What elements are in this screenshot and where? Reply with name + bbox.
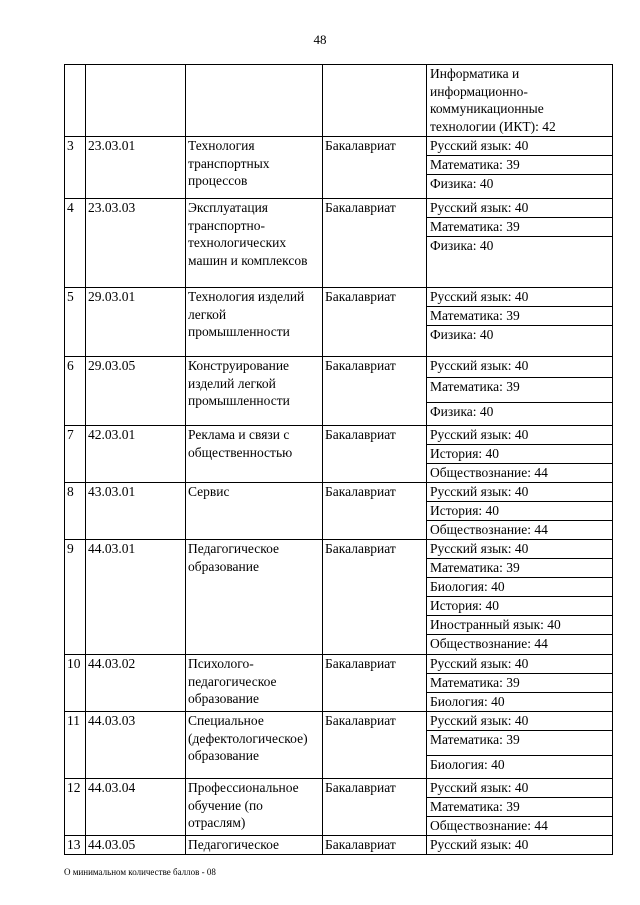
subject-score: Русский язык: 40 (430, 780, 529, 795)
subject-scores (427, 199, 613, 288)
subject-score: Русский язык: 40 (430, 837, 529, 852)
program-code: 44.03.03 (86, 712, 186, 779)
subject-score: Информатика и информационно-коммуникационные технологии (ИКТ): 42 (430, 66, 556, 134)
subject-scores (427, 357, 613, 426)
subject-score: Математика: 39 (427, 217, 612, 236)
subject-score: История: 40 (427, 444, 612, 463)
program-name: Технология транспортных процессов (186, 137, 323, 199)
subject-scores (427, 65, 613, 137)
education-level: Бакалавриат (323, 137, 427, 199)
table-row (65, 65, 613, 137)
education-level: Бакалавриат (323, 836, 427, 855)
table-row (65, 199, 613, 288)
program-name: Педагогическое образование (186, 540, 323, 655)
table-row (65, 357, 613, 426)
table-row (65, 426, 613, 483)
footer-note: О минимальном количестве баллов - 08 (64, 867, 216, 877)
program-code: 42.03.01 (86, 426, 186, 483)
subject-scores (427, 712, 613, 779)
program-code: 44.03.02 (86, 655, 186, 712)
education-level: Бакалавриат (323, 779, 427, 836)
subject-score: Математика: 39 (427, 797, 612, 816)
program-name: Эксплуатация транспортно-технологических машин и комплексов (186, 199, 323, 288)
subject-score: Русский язык: 40 (430, 541, 529, 556)
program-name (186, 65, 323, 137)
education-level (323, 65, 427, 137)
table-row (65, 540, 613, 655)
education-level: Бакалавриат (323, 288, 427, 357)
row-number: 9 (65, 540, 86, 655)
row-number (65, 65, 86, 137)
education-level: Бакалавриат (323, 199, 427, 288)
subject-score: Математика: 39 (427, 673, 612, 692)
subject-scores (427, 288, 613, 357)
subject-score: Математика: 39 (427, 306, 612, 325)
subject-score: Физика: 40 (427, 325, 612, 356)
program-code: 44.03.05 (86, 836, 186, 855)
subject-scores (427, 779, 613, 836)
education-level: Бакалавриат (323, 483, 427, 540)
subject-score: Физика: 40 (427, 402, 612, 425)
program-name: Сервис (186, 483, 323, 540)
subject-score: Русский язык: 40 (430, 200, 529, 215)
row-number: 8 (65, 483, 86, 540)
subject-scores (427, 540, 613, 655)
row-number: 7 (65, 426, 86, 483)
subject-scores (427, 483, 613, 540)
subject-scores (427, 655, 613, 712)
subject-score: Русский язык: 40 (430, 656, 529, 671)
subject-score: Физика: 40 (427, 236, 612, 287)
table-row (65, 836, 613, 855)
program-name: Профессиональное обучение (по отраслям) (186, 779, 323, 836)
program-code: 29.03.05 (86, 357, 186, 426)
education-level: Бакалавриат (323, 357, 427, 426)
row-number: 6 (65, 357, 86, 426)
education-level: Бакалавриат (323, 712, 427, 779)
subject-score: Обществознание: 44 (427, 634, 612, 654)
subject-score: Математика: 39 (427, 558, 612, 577)
min-scores-table (64, 64, 613, 855)
program-code: 23.03.03 (86, 199, 186, 288)
subject-score: Русский язык: 40 (430, 358, 529, 373)
program-name: Реклама и связи с общественностью (186, 426, 323, 483)
table-row (65, 779, 613, 836)
subject-score: Русский язык: 40 (430, 427, 529, 442)
program-name: Конструирование изделий легкой промышленности (186, 357, 323, 426)
subject-score: Математика: 39 (427, 730, 612, 755)
subject-scores (427, 836, 613, 855)
subject-scores (427, 137, 613, 199)
subject-score: Математика: 39 (427, 155, 612, 174)
program-code: 29.03.01 (86, 288, 186, 357)
subject-score: Обществознание: 44 (427, 520, 612, 539)
subject-score: История: 40 (427, 501, 612, 520)
row-number: 12 (65, 779, 86, 836)
subject-score: Обществознание: 44 (427, 463, 612, 482)
table-row (65, 288, 613, 357)
subject-score: Математика: 39 (427, 377, 612, 402)
program-code: 43.03.01 (86, 483, 186, 540)
subject-score: Русский язык: 40 (430, 713, 529, 728)
subject-score: Биология: 40 (427, 692, 612, 711)
program-code: 44.03.04 (86, 779, 186, 836)
subject-score: Биология: 40 (427, 577, 612, 596)
subject-score: Биология: 40 (427, 755, 612, 778)
page-number: 48 (313, 32, 327, 47)
table-row (65, 712, 613, 779)
row-number: 13 (65, 836, 86, 855)
table-row (65, 483, 613, 540)
subject-score: Иностранный язык: 40 (427, 615, 612, 634)
subject-score: Русский язык: 40 (430, 484, 529, 499)
subject-score: История: 40 (427, 596, 612, 615)
program-code (86, 65, 186, 137)
table-row (65, 137, 613, 199)
education-level: Бакалавриат (323, 655, 427, 712)
subject-score: Русский язык: 40 (430, 138, 529, 153)
program-name: Специальное (дефектологическое) образование (186, 712, 323, 779)
program-name: Технология изделий легкой промышленности (186, 288, 323, 357)
program-name: Педагогическое (186, 836, 323, 855)
program-name: Психолого-педагогическое образование (186, 655, 323, 712)
education-level: Бакалавриат (323, 540, 427, 655)
subject-scores (427, 426, 613, 483)
row-number: 3 (65, 137, 86, 199)
row-number: 11 (65, 712, 86, 779)
program-code: 44.03.01 (86, 540, 186, 655)
education-level: Бакалавриат (323, 426, 427, 483)
subject-score: Физика: 40 (427, 174, 612, 195)
program-code: 23.03.01 (86, 137, 186, 199)
row-number: 10 (65, 655, 86, 712)
subject-score: Обществознание: 44 (427, 816, 612, 835)
row-number: 4 (65, 199, 86, 288)
table-row (65, 655, 613, 712)
row-number: 5 (65, 288, 86, 357)
subject-score: Русский язык: 40 (430, 289, 529, 304)
